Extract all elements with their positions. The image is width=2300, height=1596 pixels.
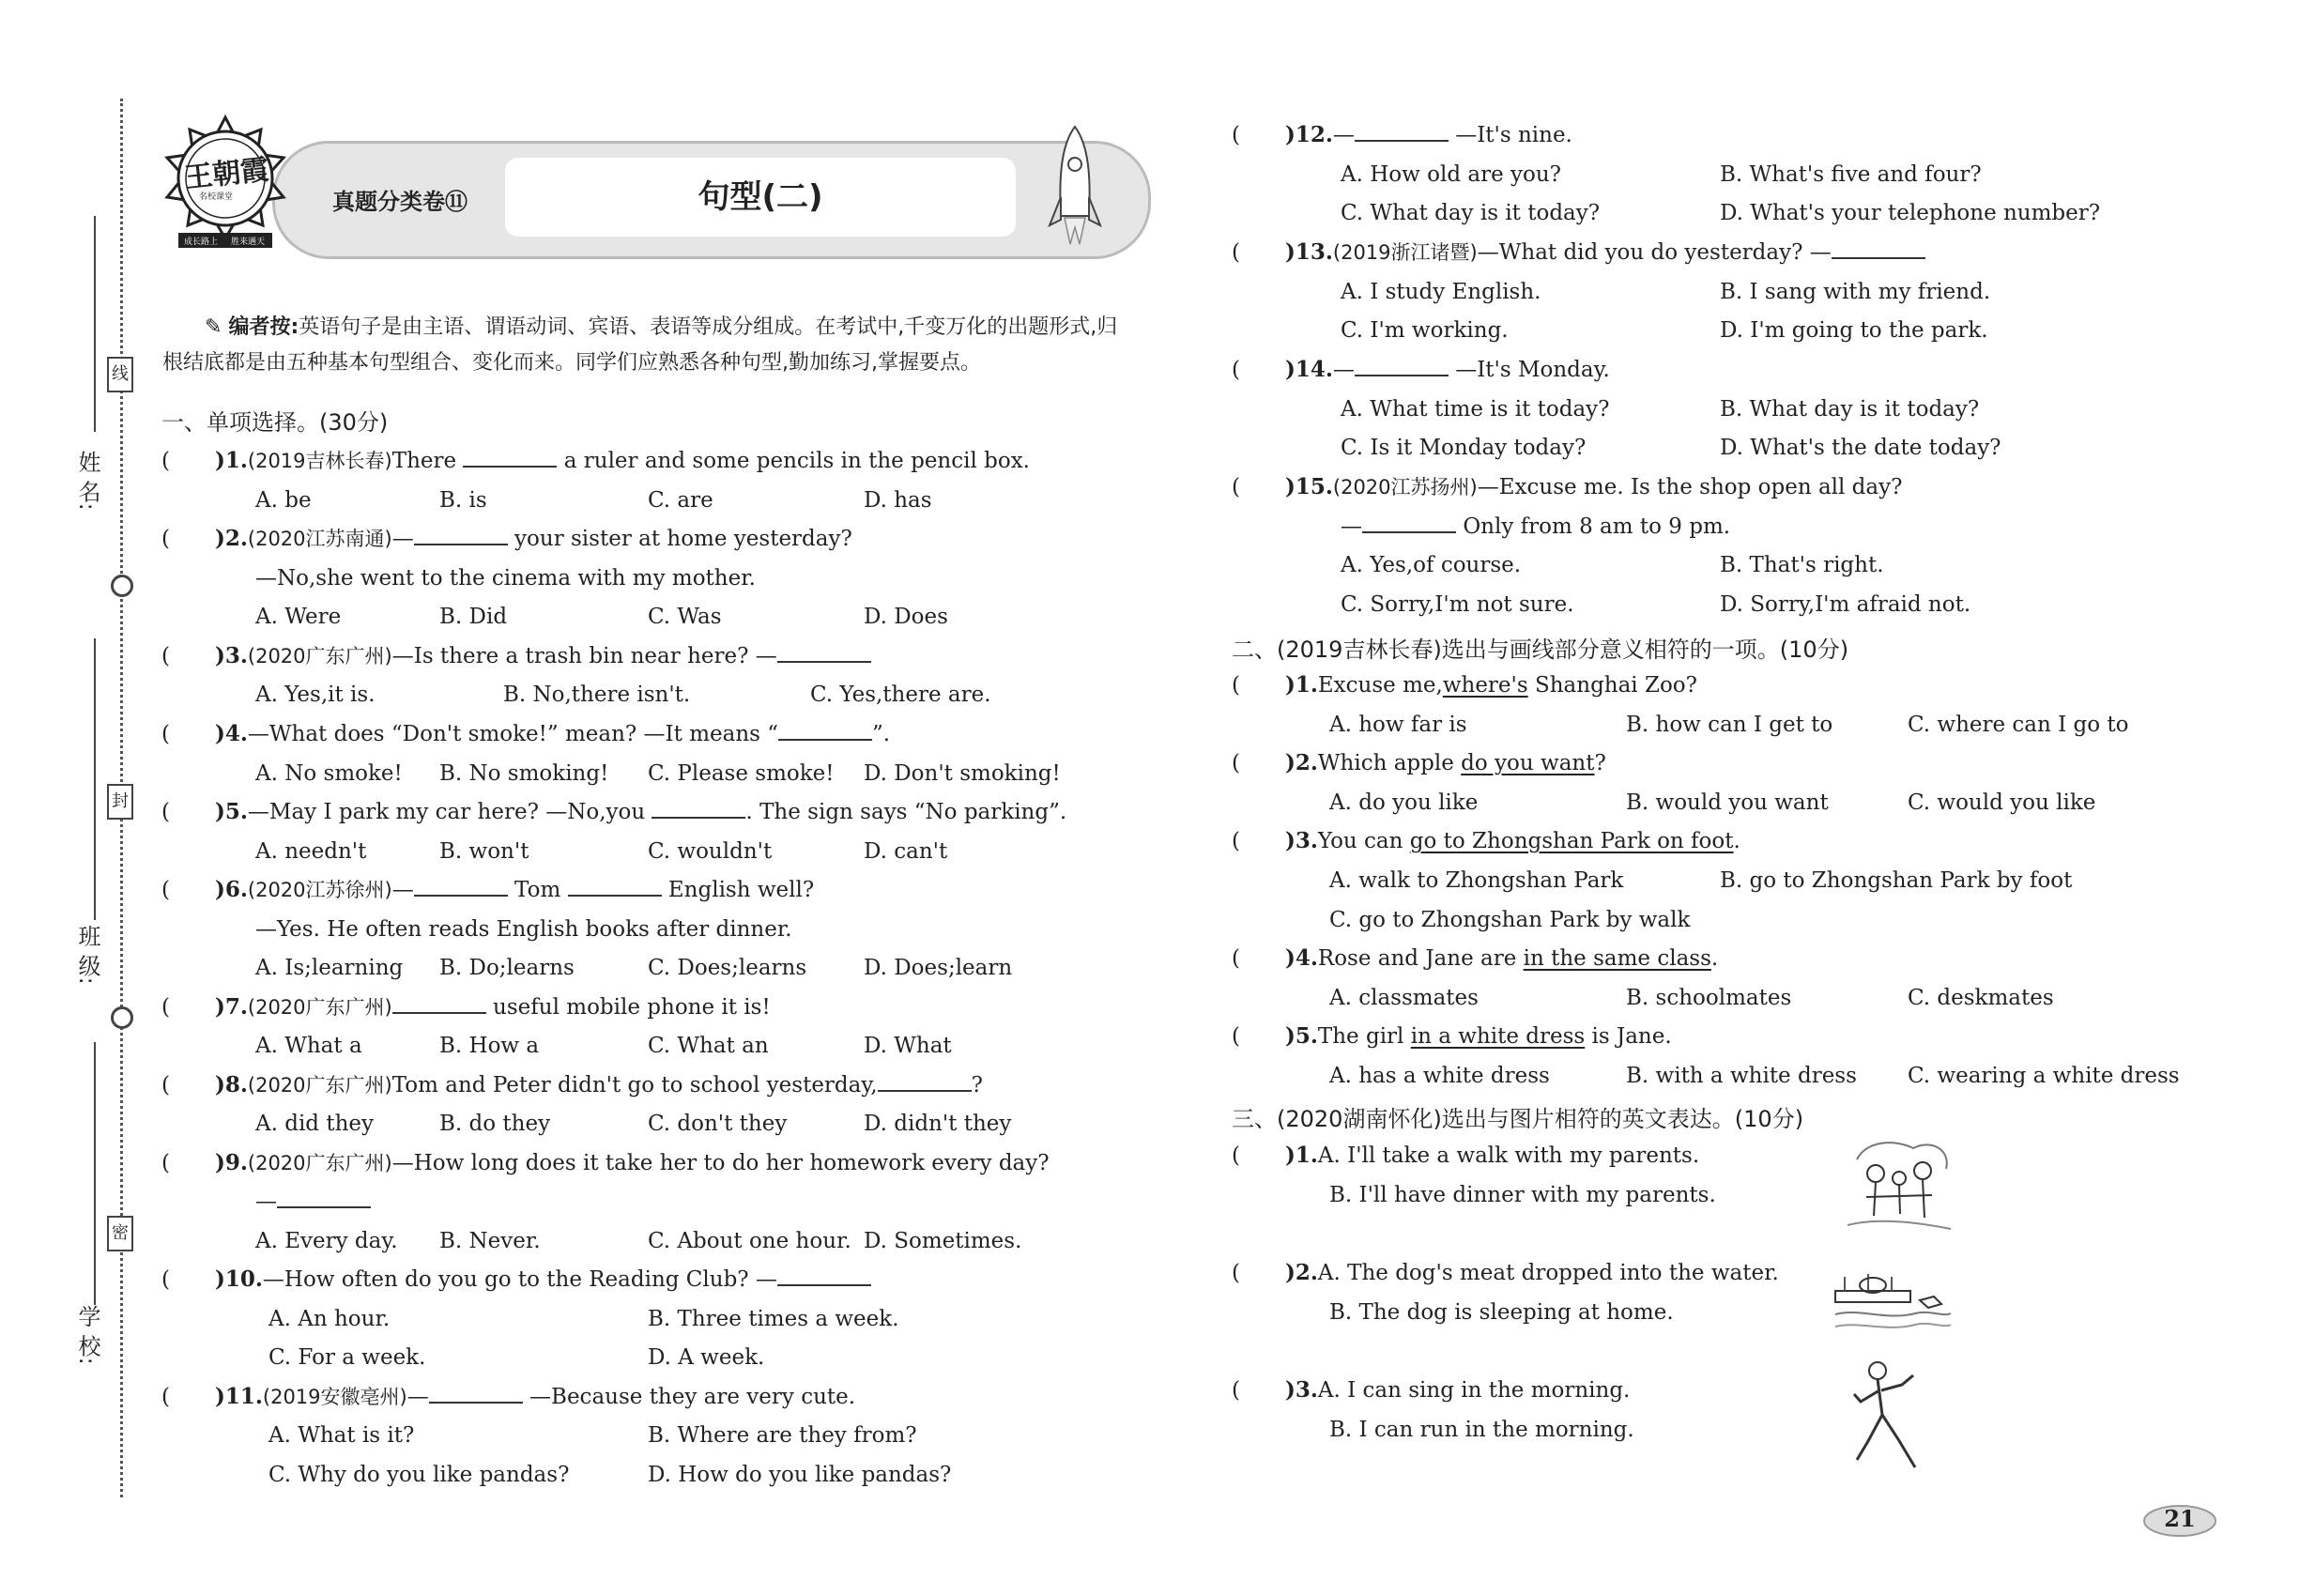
answer-blank[interactable] [277, 1188, 371, 1208]
q14-option-a: A. What time is it today? [1341, 397, 1610, 422]
family-walk-picture [1838, 1131, 1960, 1244]
answer-blank[interactable] [414, 876, 508, 897]
note-label: 编者按: [228, 315, 299, 339]
s3-q3-option-b: B. I can run in the morning. [1329, 1418, 1634, 1442]
q1-option-b: B. is [439, 488, 487, 513]
q6-option-c: C. Does;learns [648, 956, 807, 980]
s2-q1-option-a: A. how far is [1329, 713, 1467, 737]
name-write-line [94, 216, 96, 432]
q4-option-b: B. No smoking! [439, 761, 609, 786]
q11-option-c: C. Why do you like pandas? [268, 1463, 570, 1487]
page-title: 句型(二) [505, 158, 1016, 237]
underlined-phrase: go to Zhongshan Park on foot [1409, 829, 1734, 853]
runner-picture [1840, 1357, 1934, 1479]
q9-option-c: C. About one hour. [648, 1229, 851, 1253]
s2-q4-option-a: A. classmates [1329, 986, 1479, 1010]
q12-option-b: B. What's five and four? [1720, 162, 1982, 187]
dog-bridge-picture [1831, 1263, 1953, 1338]
q9-option-b: B. Never. [439, 1229, 541, 1253]
brand-subtitle: 名校课堂 [199, 192, 234, 202]
answer-blank[interactable] [463, 447, 557, 468]
underlined-phrase: in a white dress [1410, 1024, 1586, 1049]
q14-option-b: B. What day is it today? [1720, 397, 1980, 422]
s2-q2-option-a: A. do you like [1329, 790, 1479, 815]
brand-name: 王朝霞 [182, 153, 270, 195]
s3-question-1: ( )1.A. I'll take a walk with my parents. [1232, 1143, 1700, 1168]
q14-option-c: C. Is it Monday today? [1341, 436, 1587, 460]
question-3: ( )3.(2020广东广州)—Is there a trash bin near here? — [161, 641, 871, 671]
s2-question-5: ( )5.The girl in a white dress is Jane. [1232, 1023, 1672, 1049]
question-11: ( )11.(2019安徽亳州)— —Because they are very cute. [161, 1384, 856, 1409]
page-number: 21 [2164, 1505, 2196, 1532]
s2-q3-option-a: A. walk to Zhongshan Park [1329, 868, 1624, 893]
note-line-1: 英语句子是由主语、谓语动词、宾语、表语等成分组成。在考试中,千变万化的出题形式,归 [299, 315, 1118, 339]
q1-option-c: C. are [648, 488, 713, 513]
q3-option-b: B. No,there isn't. [503, 683, 691, 707]
q11-option-b: B. Where are they from? [648, 1423, 917, 1448]
q10-option-c: C. For a week. [268, 1345, 426, 1370]
q15-option-c: C. Sorry,I'm not sure. [1341, 592, 1574, 617]
s3-question-2: ( )2.A. The dog's meat dropped into the water. [1232, 1260, 1779, 1285]
seal-secret-box: 密 [107, 1216, 133, 1251]
section3-heading: 三、(2020湖南怀化)选出与图片相符的英文表达。(10分) [1232, 1106, 1804, 1132]
q8-option-d: D. didn't they [864, 1112, 1012, 1136]
s2-q2-option-b: B. would you want [1626, 790, 1829, 815]
s2-q3-option-b: B. go to Zhongshan Park by foot [1720, 868, 2073, 893]
q2-line-2: —No,she went to the cinema with my mother. [255, 566, 756, 591]
q15-option-a: A. Yes,of course. [1341, 553, 1522, 577]
q15-option-b: B. That's right. [1720, 553, 1884, 577]
question-12: ( )12.— —It's nine. [1232, 122, 1572, 147]
s2-question-3: ( )3.You can go to Zhongshan Park on foot. [1232, 828, 1740, 853]
answer-blank[interactable] [878, 1071, 972, 1092]
question-4: ( )4.—What does “Don't smoke!” mean? —It means “ ”. [161, 721, 891, 746]
q3-option-a: A. Yes,it is. [255, 683, 376, 707]
question-15: ( )15.(2020江苏扬州)—Excuse me. Is the shop open all day? [1232, 474, 1903, 499]
q10-option-d: D. A week. [648, 1345, 765, 1370]
q5-option-a: A. needn't [255, 839, 367, 864]
q9-line-2: — [255, 1187, 371, 1217]
answer-blank[interactable] [1832, 238, 1925, 259]
answer-blank[interactable] [1355, 121, 1449, 142]
answer-blank[interactable] [778, 720, 872, 741]
answer-blank[interactable] [392, 993, 486, 1014]
underlined-phrase: in the same class [1523, 946, 1711, 971]
question-7: ( )7.(2020广东广州) useful mobile phone it is! [161, 994, 771, 1020]
q9-option-d: D. Sometimes. [864, 1229, 1022, 1253]
q7-option-d: D. What [864, 1034, 952, 1058]
q12-option-c: C. What day is it today? [1341, 201, 1601, 225]
q7-option-c: C. What an [648, 1034, 769, 1058]
s2-q2-option-c: C. would you like [1908, 790, 2096, 815]
q2-option-a: A. Were [255, 605, 342, 629]
q8-option-c: C. don't they [648, 1112, 788, 1136]
answer-blank[interactable] [568, 876, 662, 897]
q15-line-2: — Only from 8 am to 9 pm. [1341, 514, 1731, 539]
school-write-line [94, 1042, 96, 1305]
class-label: 班 级: [74, 925, 100, 985]
s3-q2-option-b: B. The dog is sleeping at home. [1329, 1300, 1674, 1325]
question-13: ( )13.(2019浙江诸暨)—What did you do yesterday? — [1232, 238, 1925, 268]
answer-blank[interactable] [414, 525, 508, 545]
q5-option-d: D. can't [864, 839, 948, 864]
question-5: ( )5.—May I park my car here? —No,you . The sign says “No parking”. [161, 799, 1067, 824]
binding-ring-icon [111, 575, 133, 597]
q7-option-a: A. What a [255, 1034, 362, 1058]
s2-q1-option-c: C. where can I go to [1908, 713, 2129, 737]
q5-option-c: C. wouldn't [648, 839, 773, 864]
q1-option-a: A. be [255, 488, 312, 513]
brand-slogan-left: 成长路上 [184, 238, 219, 247]
s2-q5-option-a: A. has a white dress [1329, 1064, 1550, 1088]
answer-blank[interactable] [429, 1383, 523, 1404]
q13-option-a: A. I study English. [1341, 280, 1541, 304]
question-6: ( )6.(2020江苏徐州)— Tom English well? [161, 877, 815, 902]
s3-q1-option-b: B. I'll have dinner with my parents. [1329, 1183, 1716, 1207]
q2-option-d: D. Does [864, 605, 948, 629]
s2-q4-option-b: B. schoolmates [1626, 986, 1792, 1010]
note-icon: ✎ [205, 315, 222, 339]
brand-slogan-right: 胜来遇天 [231, 238, 266, 247]
question-2: ( )2.(2020江苏南通)— your sister at home yesterday? [161, 526, 852, 551]
s2-q3-option-c: C. go to Zhongshan Park by walk [1329, 908, 1691, 932]
underlined-phrase: where's [1442, 673, 1528, 698]
class-write-line [94, 638, 96, 920]
s3-question-3: ( )3.A. I can sing in the morning. [1232, 1377, 1631, 1403]
answer-blank[interactable] [1355, 356, 1449, 376]
answer-blank[interactable] [652, 798, 745, 819]
answer-blank[interactable] [777, 642, 871, 663]
s2-question-1: ( )1.Excuse me,where's Shanghai Zoo? [1232, 672, 1697, 698]
q11-option-a: A. What is it? [268, 1423, 415, 1448]
q2-option-c: C. Was [648, 605, 722, 629]
q8-option-b: B. do they [439, 1112, 551, 1136]
question-9: ( )9.(2020广东广州)—How long does it take her to do her homework every day? [161, 1150, 1050, 1175]
answer-blank[interactable] [1362, 513, 1456, 533]
category-label: 真题分类卷⑪ [332, 189, 468, 215]
q3-option-c: C. Yes,there are. [810, 683, 991, 707]
q12-option-d: D. What's your telephone number? [1720, 201, 2101, 225]
underlined-phrase: do you want [1461, 751, 1595, 775]
q13-option-b: B. I sang with my friend. [1720, 280, 1991, 304]
q6-option-b: B. Do;learns [439, 956, 575, 980]
q10-option-a: A. An hour. [268, 1307, 391, 1331]
s2-q5-option-c: C. wearing a white dress [1908, 1064, 2180, 1088]
q13-option-d: D. I'm going to the park. [1720, 318, 1988, 343]
q6-option-d: D. Does;learn [864, 956, 1013, 980]
s2-q1-option-b: B. how can I get to [1626, 713, 1833, 737]
q7-option-b: B. How a [439, 1034, 540, 1058]
q13-option-c: C. I'm working. [1341, 318, 1509, 343]
q9-option-a: A. Every day. [255, 1229, 398, 1253]
q6-option-a: A. Is;learning [255, 956, 404, 980]
q14-option-d: D. What's the date today? [1720, 436, 2001, 460]
rocket-icon [1042, 122, 1108, 253]
s2-q4-option-c: C. deskmates [1908, 986, 2054, 1010]
name-label: 姓 名: [74, 451, 100, 511]
note-line-2: 根结底都是由五种基本句型组合、变化而来。同学们应熟悉各种句型,勤加练习,掌握要点。 [162, 351, 981, 375]
answer-blank[interactable] [777, 1266, 871, 1286]
q5-option-b: B. won't [439, 839, 529, 864]
section1-heading: 一、单项选择。(30分) [161, 409, 389, 436]
question-1: ( )1.(2019吉林长春)There a ruler and some pencils in the pencil box. [161, 448, 1030, 473]
q15-option-d: D. Sorry,I'm afraid not. [1720, 592, 1971, 617]
question-10: ( )10.—How often do you go to the Reading Club? — [161, 1265, 871, 1295]
s2-q5-option-b: B. with a white dress [1626, 1064, 1857, 1088]
editor-note [162, 310, 1118, 381]
q4-option-c: C. Please smoke! [648, 761, 835, 786]
q2-option-b: B. Did [439, 605, 508, 629]
s2-question-2: ( )2.Which apple do you want? [1232, 750, 1606, 775]
school-label: 学 校: [74, 1305, 100, 1365]
q11-option-d: D. How do you like pandas? [648, 1463, 952, 1487]
q10-option-b: B. Three times a week. [648, 1307, 899, 1331]
binding-ring-icon [111, 1006, 133, 1029]
s2-question-4: ( )4.Rose and Jane are in the same class. [1232, 945, 1719, 971]
question-14: ( )14.— —It's Monday. [1232, 357, 1610, 382]
q6-line-2: —Yes. He often reads English books after dinner. [255, 917, 792, 942]
question-8: ( )8.(2020广东广州)Tom and Peter didn't go to school yesterday, ? [161, 1072, 983, 1097]
section2-heading: 二、(2019吉林长春)选出与画线部分意义相符的一项。(10分) [1232, 637, 1849, 663]
seal-seal-box: 封 [107, 784, 133, 820]
q8-option-a: A. did they [255, 1112, 375, 1136]
q4-option-d: D. Don't smoking! [864, 761, 1061, 786]
seal-line-box: 线 [107, 357, 133, 392]
q4-option-a: A. No smoke! [255, 761, 403, 786]
q12-option-a: A. How old are you? [1341, 162, 1561, 187]
q1-option-d: D. has [864, 488, 932, 513]
